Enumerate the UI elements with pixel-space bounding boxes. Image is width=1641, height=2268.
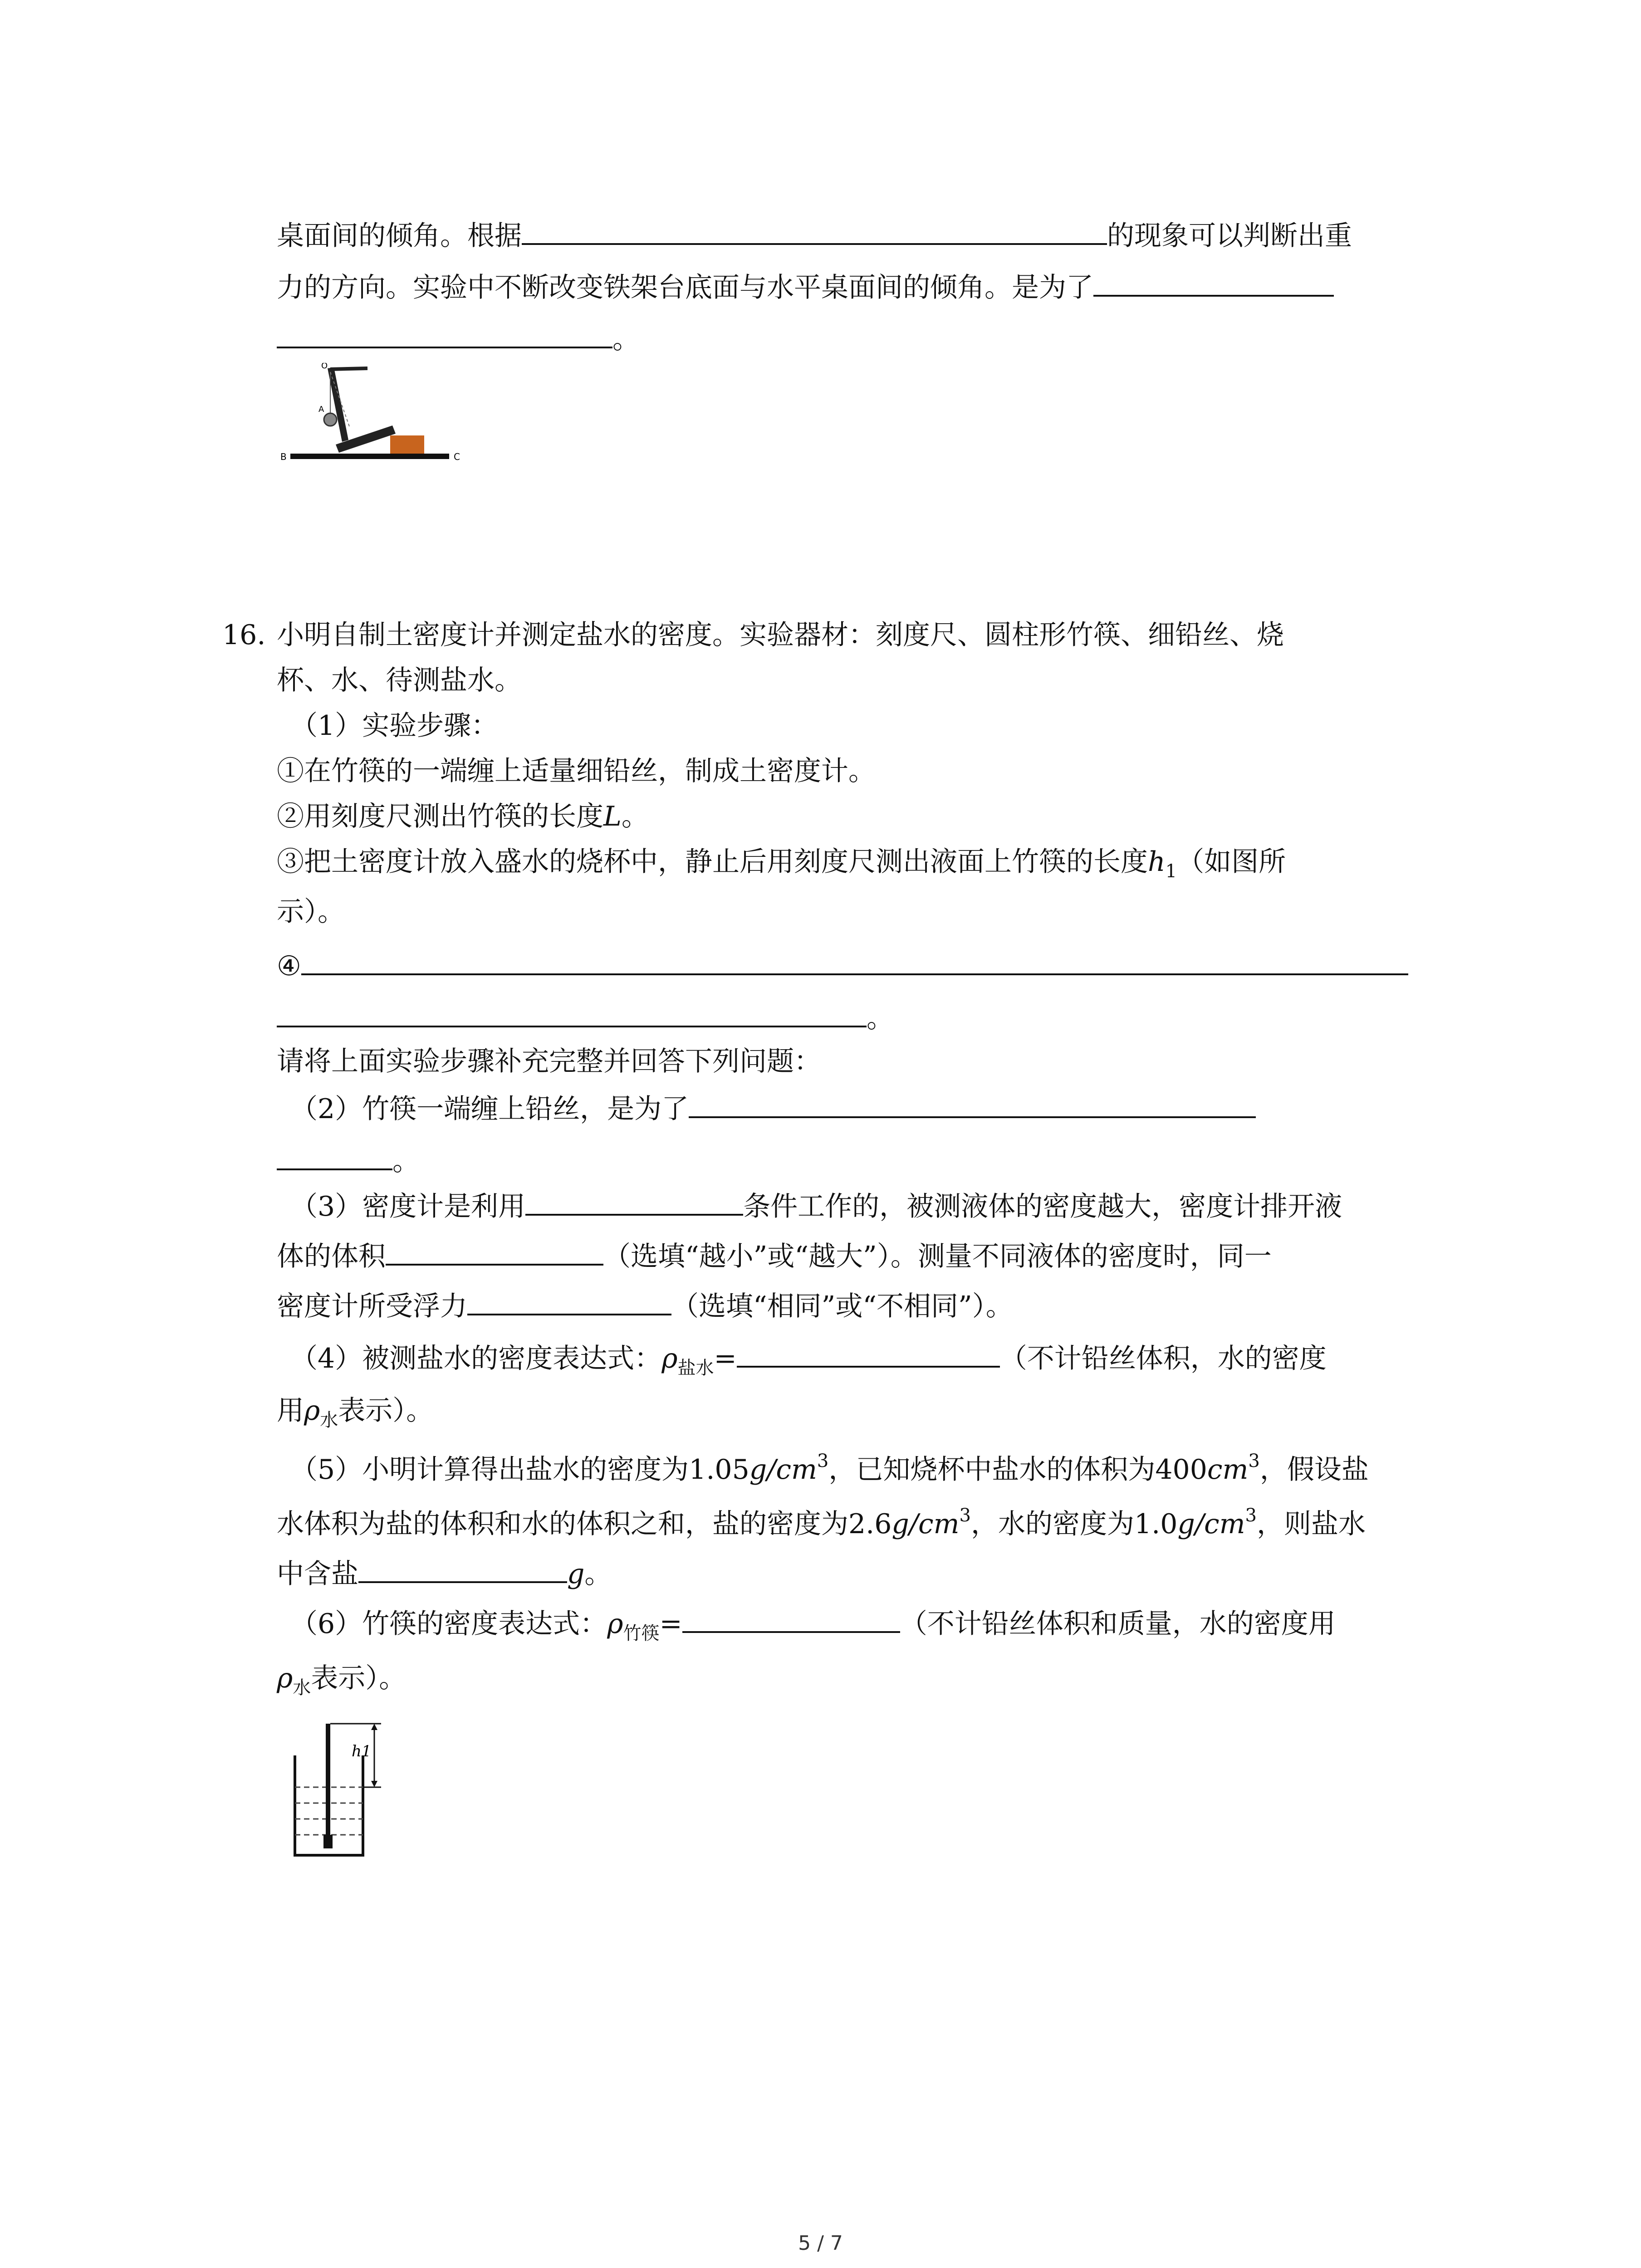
prev-text: 。 xyxy=(612,323,640,355)
q16-step-4-cont xyxy=(277,996,894,1041)
label-c: C xyxy=(454,451,460,462)
part4-text: 表示）。 xyxy=(338,1395,434,1427)
part5-text: ，则盐水 xyxy=(1257,1508,1366,1540)
part3-text: 体的体积 xyxy=(277,1241,386,1272)
value-text: 400 xyxy=(1155,1454,1207,1486)
q16-instruction: 请将上面实验步骤补充完整并回答下列问题： xyxy=(277,1046,821,1077)
prev-line-1 xyxy=(277,213,1352,259)
q16-step-4 xyxy=(277,943,1408,989)
part3-text: 条件工作的，被测液体的密度越大，密度计排开液 xyxy=(743,1191,1342,1222)
part5-text: ，已知烧杯中盐水的体积为 xyxy=(828,1454,1156,1486)
h1-label: h1 xyxy=(352,1742,372,1760)
prev-text: 桌面间的倾角。根据 xyxy=(277,220,522,252)
prev-text: 的现象可以判断出重 xyxy=(1107,220,1352,252)
unit-text: g/cm xyxy=(892,1508,960,1540)
answer-blank[interactable] xyxy=(277,998,867,1027)
step2-text: ②用刻度尺测出竹筷的长度 xyxy=(277,801,603,832)
answer-blank[interactable] xyxy=(1093,268,1334,297)
symbol-sub: 1 xyxy=(1165,861,1177,882)
part5-text: 中含盐 xyxy=(277,1558,358,1590)
symbol-sub: 水 xyxy=(320,1410,338,1431)
q16-part5 xyxy=(290,1447,1369,1496)
symbol-rho: ρ xyxy=(607,1608,623,1640)
q16-part4-cont xyxy=(277,1388,433,1437)
part4-text: 用 xyxy=(277,1395,304,1427)
part3-text: （选填“越小”或“越大”）。测量不同液体的密度时，同一 xyxy=(603,1241,1272,1272)
unit-text: g xyxy=(567,1558,585,1590)
part3-text: （3）密度计是利用 xyxy=(290,1191,526,1222)
step3-text: （如图所 xyxy=(1177,846,1286,878)
page-number: 5 / 7 xyxy=(798,2232,843,2255)
answer-blank[interactable] xyxy=(277,1141,392,1170)
part3-text: 密度计所受浮力 xyxy=(277,1290,467,1322)
part6-text: 表示）。 xyxy=(311,1662,407,1694)
value-text: 1.0 xyxy=(1134,1508,1178,1540)
label-a: A xyxy=(318,405,324,414)
value-text: 1.05 xyxy=(689,1454,749,1486)
answer-blank[interactable] xyxy=(525,1187,743,1216)
exponent: 3 xyxy=(959,1505,971,1526)
q16-stem-1: 小明自制土密度计并测定盐水的密度。实验器材：刻度尺、圆柱形竹筷、细铅丝、烧 xyxy=(277,619,1284,651)
prev-text: 力的方向。实验中不断改变铁架台底面与水平桌面间的倾角。是为了 xyxy=(277,272,1093,303)
unit-text: cm xyxy=(1207,1454,1249,1486)
part5-text: 。 xyxy=(584,1558,612,1590)
q16-step-3-cont: 示）。 xyxy=(277,896,345,928)
q16-part1-title: （1）实验步骤： xyxy=(290,710,499,742)
symbol-h: h xyxy=(1148,846,1166,878)
q16-stem-2: 杯、水、待测盐水。 xyxy=(277,665,522,696)
step2-text: 。 xyxy=(621,801,649,832)
iron-stand-figure xyxy=(277,363,467,472)
step3-text: ③把土密度计放入盛水的烧杯中，静止后用刻度尺测出液面上竹筷的长度 xyxy=(277,846,1148,878)
part3-text: （选填“相同”或“不相同”）。 xyxy=(671,1290,1013,1322)
answer-blank[interactable] xyxy=(682,1604,900,1633)
part5-text: ，假设盐 xyxy=(1259,1454,1369,1486)
part4-text: （4）被测盐水的密度表达式： xyxy=(290,1343,662,1374)
symbol-sub: 竹筷 xyxy=(623,1623,660,1644)
q16-part3-line3 xyxy=(277,1284,1013,1329)
symbol-sub: 盐水 xyxy=(677,1358,714,1378)
q16-part5-line2 xyxy=(277,1501,1366,1550)
symbol-l: L xyxy=(603,801,622,832)
symbol-rho: ρ xyxy=(304,1395,320,1427)
part5-text: ，水的密度为 xyxy=(971,1508,1134,1540)
unit-text: g/cm xyxy=(749,1454,817,1486)
answer-blank[interactable] xyxy=(737,1339,1000,1368)
q16-step-2 xyxy=(277,794,649,839)
answer-blank[interactable] xyxy=(301,946,1408,975)
exponent: 3 xyxy=(1245,1505,1257,1526)
question-number: 16. xyxy=(222,619,266,651)
step4-end: 。 xyxy=(867,1002,894,1034)
part4-text: （不计铅丝体积，水的密度 xyxy=(999,1343,1327,1374)
exponent: 3 xyxy=(817,1451,829,1471)
answer-blank[interactable] xyxy=(467,1286,671,1315)
symbol-rho: ρ xyxy=(277,1662,293,1694)
part6-text: （不计铅丝体积和质量，水的密度用 xyxy=(900,1608,1336,1640)
q16-part2 xyxy=(290,1086,1256,1132)
answer-blank[interactable] xyxy=(277,319,612,348)
value-text: 2.6 xyxy=(848,1508,892,1540)
prev-line-3 xyxy=(277,317,640,362)
part2-text: 。 xyxy=(392,1145,420,1177)
q16-part5-line3 xyxy=(277,1551,612,1597)
equals-sign: = xyxy=(659,1608,682,1640)
answer-blank[interactable] xyxy=(689,1089,1256,1118)
q16-part6 xyxy=(290,1601,1336,1650)
label-o: O xyxy=(321,363,328,371)
answer-blank[interactable] xyxy=(522,216,1107,245)
part5-text: （5）小明计算得出盐水的密度为 xyxy=(290,1454,689,1486)
q16-step-3 xyxy=(277,839,1286,888)
symbol-sub: 水 xyxy=(293,1677,311,1698)
step4-marker: ④ xyxy=(277,950,301,982)
q16-part6-cont xyxy=(277,1656,406,1704)
symbol-rho: ρ xyxy=(661,1343,678,1374)
unit-text: g/cm xyxy=(1177,1508,1245,1540)
q16-step-1: ①在竹筷的一端缠上适量细铅丝，制成土密度计。 xyxy=(277,755,876,787)
beaker-figure xyxy=(286,1719,404,1864)
part2-text: （2）竹筷一端缠上铅丝，是为了 xyxy=(290,1093,689,1125)
q16-part4 xyxy=(290,1336,1327,1384)
label-b: B xyxy=(280,451,287,462)
answer-blank[interactable] xyxy=(386,1237,603,1266)
prev-line-2 xyxy=(277,265,1334,310)
q16-part2-cont xyxy=(277,1139,420,1184)
q16-part3-line2 xyxy=(277,1234,1272,1279)
exponent: 3 xyxy=(1248,1451,1260,1471)
equals-sign: = xyxy=(714,1343,737,1374)
part5-text: 水体积为盐的体积和水的体积之和，盐的密度为 xyxy=(277,1508,848,1540)
answer-blank[interactable] xyxy=(358,1554,567,1583)
q16-part3 xyxy=(290,1184,1342,1229)
part6-text: （6）竹筷的密度表达式： xyxy=(290,1608,607,1640)
